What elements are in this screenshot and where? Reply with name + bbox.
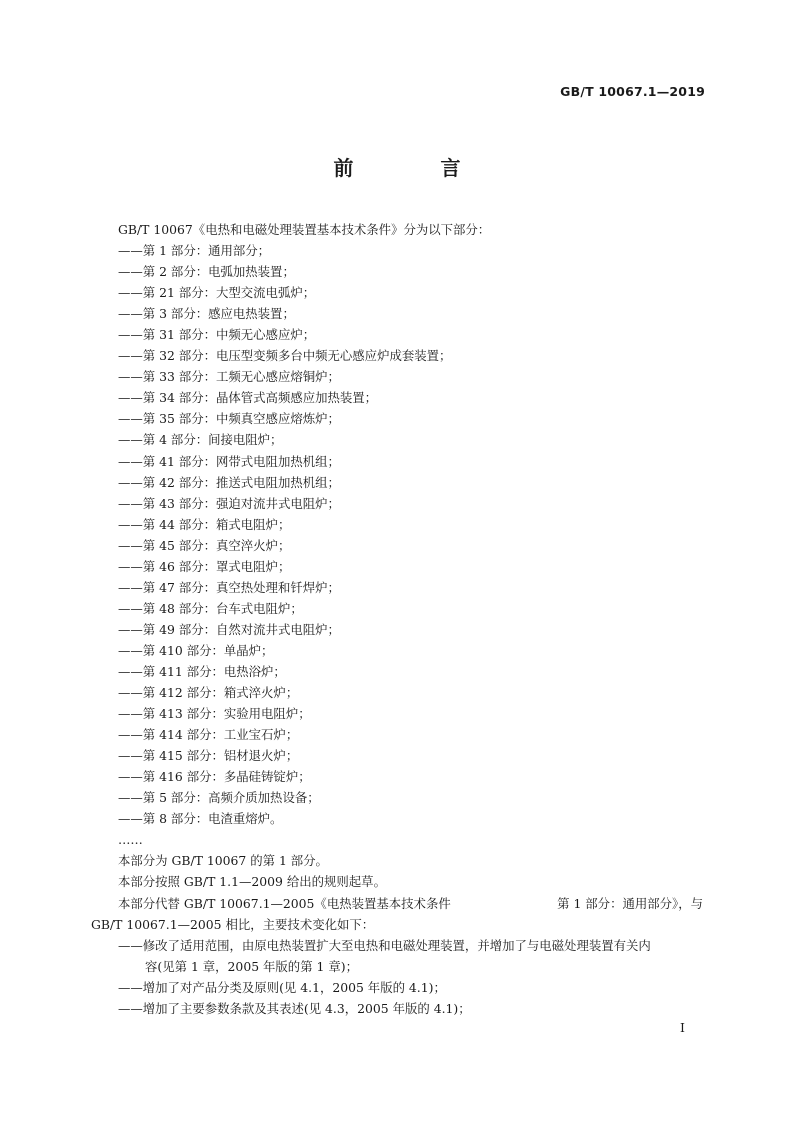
page-number: I <box>680 1020 685 1035</box>
list-item: ——第 1 部分：通用部分； <box>118 243 271 259</box>
list-item: ——第 35 部分：中频真空感应熔炼炉； <box>118 411 340 427</box>
list-item: ——第 34 部分：晶体管式高频感应加热装置； <box>118 390 378 406</box>
part-of-paragraph: 本部分为 GB/T 10067 的第 1 部分。 <box>118 853 328 869</box>
list-item: ——第 33 部分：工频无心感应熔铜炉； <box>118 369 340 385</box>
list-item: ——第 48 部分：台车式电阻炉； <box>118 600 303 616</box>
list-item: ——第 412 部分：箱式淬火炉； <box>118 685 299 701</box>
list-item: ——第 413 部分：实验用电阻炉； <box>118 706 311 722</box>
list-item: ——第 416 部分：多晶硅铸锭炉； <box>118 769 311 785</box>
list-item: ——第 47 部分：真空热处理和钎焊炉； <box>118 579 340 595</box>
list-item: ——第 411 部分：电热浴炉； <box>118 663 286 679</box>
standard-number-header: GB/T 10067.1—2019 <box>560 84 705 99</box>
list-item: ——第 8 部分：电渣重熔炉。 <box>118 811 283 827</box>
replacement-text-b: 第 1 部分：通用部分》，与 <box>557 895 703 911</box>
replacement-text-a: 本部分代替 GB/T 10067.1—2005《电热装置基本技术条件 <box>118 895 451 911</box>
foreword-body <box>91 219 703 1019</box>
list-item: ——第 44 部分：箱式电阻炉； <box>118 516 291 532</box>
list-item: ——第 5 部分：高频介质加热设备； <box>118 790 320 806</box>
list-item-continuation: 容(见第 1 章，2005 年版的第 1 章)； <box>145 958 358 974</box>
intro-paragraph: GB/T 10067《电热和电磁处理装置基本技术条件》分为以下部分： <box>118 222 491 237</box>
list-item: ——第 415 部分：铝材退火炉； <box>118 748 299 764</box>
list-item: ——第 49 部分：自然对流井式电阻炉； <box>118 621 340 637</box>
page-title: 前 言 <box>333 156 501 180</box>
list-item: ——第 45 部分：真空淬火炉； <box>118 537 291 553</box>
drafting-rules-paragraph: 本部分按照 GB/T 1.1—2009 给出的规则起草。 <box>118 874 386 890</box>
list-item: ——第 32 部分：电压型变频多台中频无心感应炉成套装置； <box>118 348 452 364</box>
parts-list <box>91 240 703 829</box>
list-item: ——第 41 部分：网带式电阻加热机组； <box>118 453 340 469</box>
list-item: ——第 3 部分：感应电热装置； <box>118 306 295 322</box>
list-item: ——第 31 部分：中频无心感应炉； <box>118 327 316 343</box>
list-item: ——增加了主要参数条款及其表述(见 4.3，2005 年版的 4.1)； <box>118 1000 471 1016</box>
list-item: ——第 46 部分：罩式电阻炉； <box>118 558 291 574</box>
list-item: ——第 410 部分：单晶炉； <box>118 642 274 658</box>
list-item: ——第 43 部分：强迫对流井式电阻炉； <box>118 495 340 511</box>
list-item: ——第 21 部分：大型交流电弧炉； <box>118 285 316 301</box>
list-item: ——第 2 部分：电弧加热装置； <box>118 264 295 280</box>
ellipsis: …… <box>118 832 143 848</box>
list-item: ——第 4 部分：间接电阻炉； <box>118 432 283 448</box>
list-item: ——第 414 部分：工业宝石炉； <box>118 727 299 743</box>
changes-list <box>91 935 703 1019</box>
list-item: ——第 42 部分：推送式电阻加热机组； <box>118 474 340 490</box>
list-item: ——修改了适用范围，由原电热装置扩大至电热和电磁处理装置，并增加了与电磁处理装置有关内 <box>118 937 651 953</box>
list-item: ——增加了对产品分类及原则(见 4.1，2005 年版的 4.1)； <box>118 979 446 995</box>
replacement-paragraph-line2: GB/T 10067.1—2005 相比，主要技术变化如下： <box>91 916 375 932</box>
replacement-paragraph-line1 <box>91 893 703 914</box>
